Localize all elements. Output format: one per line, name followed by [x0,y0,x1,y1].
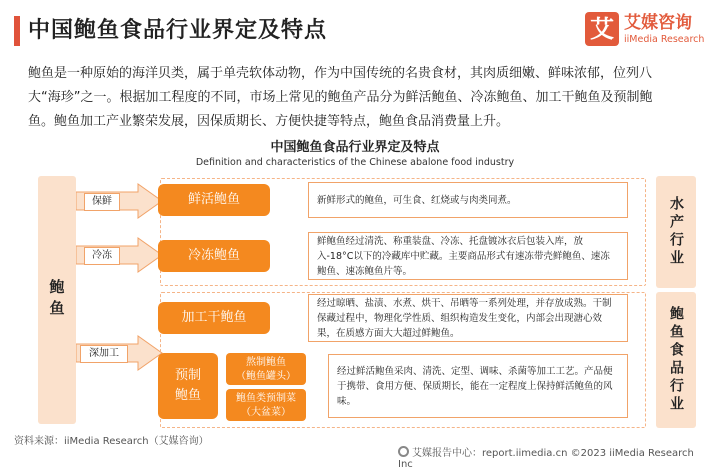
diagram-title: 中国鲍鱼食品行业界定及特点 [270,140,440,155]
sub-prepared-line1: 鲍鱼类预制菜 [236,393,296,404]
root-node-label: 鲍鱼 [47,279,66,321]
source-note: 资料来源：iiMedia Research（艾媒咨询） [14,436,209,447]
desc-frozen-abalone [308,232,628,280]
industry-abalone-food: 鲍鱼食品行业 [656,292,696,428]
sub-canned-abalone [226,353,306,385]
report-center-icon [398,446,409,457]
product-frozen-abalone: 冷冻鲍鱼 [158,240,270,272]
logo-brand-cn: 艾媒咨询 [624,13,692,33]
footer-credit [398,444,710,470]
tag-fresh: 保鲜 [84,193,120,211]
footer-credit-text: 艾媒报告中心：report.iimedia.cn ©2023 iiMedia Research Inc [398,448,694,470]
prepared-label: 预制鲍鱼 [174,368,201,403]
desc-fresh-abalone [308,182,628,218]
logo-brand-en: iiMedia Research [624,34,705,45]
iimedia-logo-icon: 艾 [585,12,619,46]
tag-frozen: 冷冻 [84,247,120,265]
product-fresh-abalone: 鲜活鲍鱼 [158,184,270,216]
diagram-subtitle: Definition and characteristics of the Chinese abalone food industry [195,157,515,168]
industry-aquatic: 水产行业 [656,176,696,288]
desc-dried-abalone [308,294,628,342]
desc-frozen-text: 鲜鲍鱼经过清洗、称重装盘、冷冻、托盘镀冰衣后包装入库，放入-18°C以下的冷藏库中贮藏。主要商品形式有速冻带壳鲜鲍鱼、速冻鲍鱼、速冻鲍鱼片等。 [317,235,610,277]
tag-deep-processing: 深加工 [80,345,128,363]
page-title: 中国鲍鱼食品行业界定及特点 [28,18,328,43]
sub-canned-line2: （鲍鱼罐头） [236,371,296,382]
sub-canned-line1: 熬制鲍鱼 [246,357,286,368]
product-dried-abalone: 加工干鲍鱼 [158,302,270,334]
sub-prepared-dish [226,389,306,421]
desc-dried-text: 经过晾晒、盐渍、水煮、烘干、吊晒等一系列处理，并存放成熟。干制保藏过程中，物理化学性质、组织构造发生变化，内部会出现溏心效果，在质感方面大大超过鲜鲍鱼。 [317,297,612,339]
desc-prepared-text: 经过鲜活鲍鱼采肉、清洗、定型、调味、杀菌等加工工艺。产品便于携带、食用方便、保质期长，能在一定程度上保持鲜活鲍鱼的风味。 [337,365,613,407]
desc-fresh-text: 新鲜形式的鲍鱼，可生食、红烧或与肉类同煮。 [317,194,517,206]
desc-prepared-abalone [328,354,628,418]
intro-paragraph: 鲍鱼是一种原始的海洋贝类，属于单壳软体动物，作为中国传统的名贵食材，其肉质细嫩、鲜味浓郁，位列八大“海珍”之一。根据加工程度的不同，市场上常见的鲍鱼产品分为鲜活鲍鱼、冷冻鲍鱼、加工干鲍鱼及预制鲍鱼。鲍鱼加工产业繁荣发展，因保质期长、方便快捷等特点，鲍鱼食品消费量上升。 [28,66,653,129]
product-prepared-abalone [158,353,218,419]
sub-prepared-line2: （大盆菜） [241,407,291,418]
